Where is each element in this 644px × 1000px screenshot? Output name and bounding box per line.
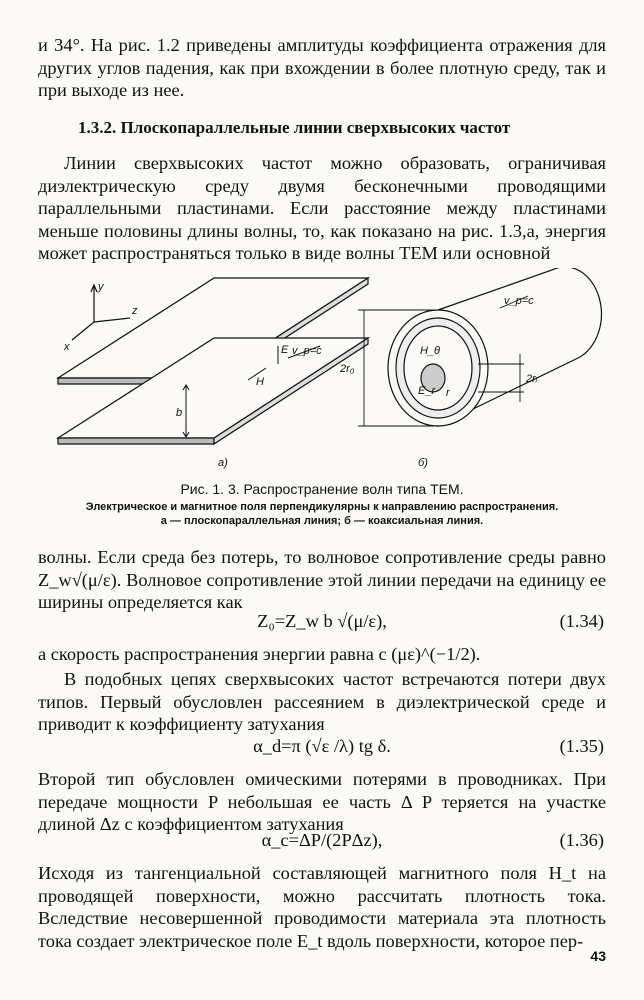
figure-title: Рис. 1. 3. Распространение волн типа ТЕМ. <box>180 481 464 497</box>
label-h: H <box>256 376 264 388</box>
paragraph-wave: волны. Если среда без потерь, то волновое сопротивление среды равно Z_w√(μ/ε). Волновое сопротивление этой линии передачи на единицу ее ширины определяется как <box>38 547 606 613</box>
label-r0: 2r₀ <box>340 363 355 375</box>
axes <box>72 285 130 340</box>
label-vp: v_p=c <box>292 345 322 357</box>
axis-z-label: z <box>132 305 138 317</box>
paragraph-losses: В подобных цепях сверхвысоких частот встречаются потери двух типов. Первый обусловлен рассеянием в диэлектрической среде и приводит к коэффициенту затухания <box>38 669 606 735</box>
figure-caption <box>38 481 606 528</box>
paragraph-intro: и 34°. На рис. 1.2 приведены амплитуды коэффициента отражения для других углов падения, как при вхождении в более плотную среду, так и при выходе из нее. <box>38 35 606 101</box>
label-er: E_r <box>418 385 436 397</box>
paragraph-ohmic: Второй тип обусловлен омическими потерями в проводниках. При передаче мощности P небольшая ее часть Δ P теряется на участке длиной Δz с коэффициентом затухания <box>38 769 606 835</box>
figure-tem <box>38 268 606 473</box>
page-number: 43 <box>590 948 606 964</box>
label-b-fig: б) <box>418 457 428 469</box>
label-b: b <box>176 407 183 419</box>
label-ri: 2rᵢ <box>526 373 538 385</box>
axis-x-label: x <box>64 341 70 353</box>
label-htheta: H_θ <box>420 345 441 357</box>
equation-number: (1.34) <box>559 611 604 631</box>
equation-expression: α_d=π (√ε /λ) tg δ. <box>253 736 391 756</box>
label-vp-coax: v_p=c <box>504 295 534 307</box>
equation-number: (1.36) <box>559 830 604 850</box>
figure-description-2: а — плоскопараллельная линия; б — коаксиальная линия. <box>160 515 484 527</box>
figure-drawing <box>38 268 606 473</box>
equation-expression: Z₀=Z_w b √(μ/ε), <box>257 611 387 631</box>
equation-expression: α_c=ΔP/(2PΔz), <box>261 830 383 850</box>
figure-description-1: Электрическое и магнитное поля перпендикулярны к направлению распространения. <box>85 501 559 513</box>
section-heading: 1.3.2. Плоскопараллельные линии сверхвысоких частот <box>78 118 511 137</box>
paragraph-speed: а скорость распространения энергии равна c (με)^(−1/2). <box>38 644 481 664</box>
paragraph-current: Исходя из тангенциальной составляющей магнитного поля H_t на проводящей поверхности, можно рассчитать плотность тока. Вследствие несовершенной проводимости материала эта плотность тока создает электрическое поле E_t вдоль поверхности, которое пер- <box>38 863 606 951</box>
label-e: E <box>281 344 289 356</box>
paragraph-lines: Линии сверхвысоких частот можно образовать, ограничивая диэлектрическую среду двумя бесконечными проводящими параллельными пластинами. Если расстояние между пластинами меньше половины длины волны, то, как показано на рис. 1.3,а, энергия может распространяться только в виде волны ТЕМ или основной <box>38 153 606 264</box>
axis-y-label: y <box>98 281 104 293</box>
equation-number: (1.35) <box>559 736 604 756</box>
label-a: а) <box>218 457 228 469</box>
label-r: r <box>446 387 450 399</box>
